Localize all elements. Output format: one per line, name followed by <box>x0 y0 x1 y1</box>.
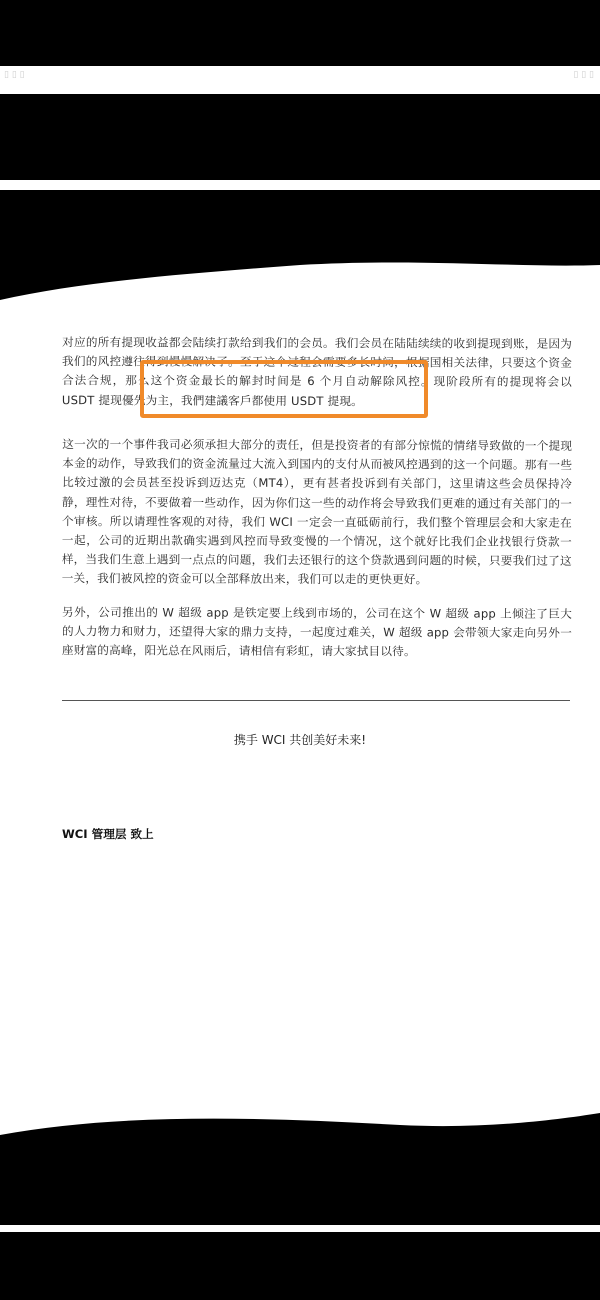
black-band-top-3 <box>0 190 600 305</box>
black-band-bottom-1 <box>0 1095 600 1225</box>
orange-highlight-box <box>140 360 428 418</box>
status-bar <box>0 66 600 86</box>
black-band-top-1 <box>0 0 600 66</box>
status-right: ▯ ▯ ▯ <box>573 70 594 80</box>
closing-motto: 携手 WCI 共创美好未来! <box>233 733 367 747</box>
paragraph-1: 对应的所有提现收益都会陆续打款给到我们的会员。我们会员在陆陆续续的收到提现到账，是因为我们的风控遵往得到慢慢解决了。至于这个过程会需要多长时间，根据国相关法律，只要这个资金合法合规，那么这个资金最长的解封时间是 6 个月自动解除风控。现阶段所有的提现将会以 USDT 提现優先为主，我們建議客戶都使用 USDT 提現。 <box>61 335 573 408</box>
signature-line: WCI 管理层 致上 <box>62 827 154 841</box>
paragraph-2: 这一次的一个事件我司必须承担大部分的责任，但是投资者的有部分惊慌的情绪导致做的一个提现本金的动作，导致我们的资金流量过大流入到国内的支付从而被风控遇到的这一个问题。那有一些比较过激的会员甚至投诉到迈达克（MT4），更有甚者投诉到有关部门，这里请这些会员保持冷静，理性对待，不要做着一些动作，因为你们这一些的动作将会导致我们更难的通过有关部门的一个审核。所以请理性客观的对待，我们 WCI 一定会一直砥砺前行，我们整个管理层会和大家走在一起，公司的近期出款确实遇到风控而导致变慢的一个情况，这个就好比我们企业找银行贷款一样，当我们生意上遇到一点点的问题，我们去还银行的这个贷款遇到问题的时候，只要我们过了这一关，我们被风控的资金可以全部释放出来，我们可以走的更快更好。 <box>61 437 573 587</box>
black-band-bottom-2 <box>0 1232 600 1300</box>
status-left: ▯ ▯ ▯ <box>4 70 25 80</box>
black-band-top-2 <box>0 94 600 180</box>
divider-line <box>62 700 570 701</box>
paragraph-3: 另外，公司推出的 W 超级 app 是铁定要上线到市场的，公司在这个 W 超级 app 上倾注了巨大的人力物力和财力，还望得大家的鼎力支持，一起度过难关，W 超级 app 会带领大家走向另外一座财富的高峰，阳光总在风雨后，请相信有彩虹，请大家拭目以待。 <box>61 605 573 659</box>
